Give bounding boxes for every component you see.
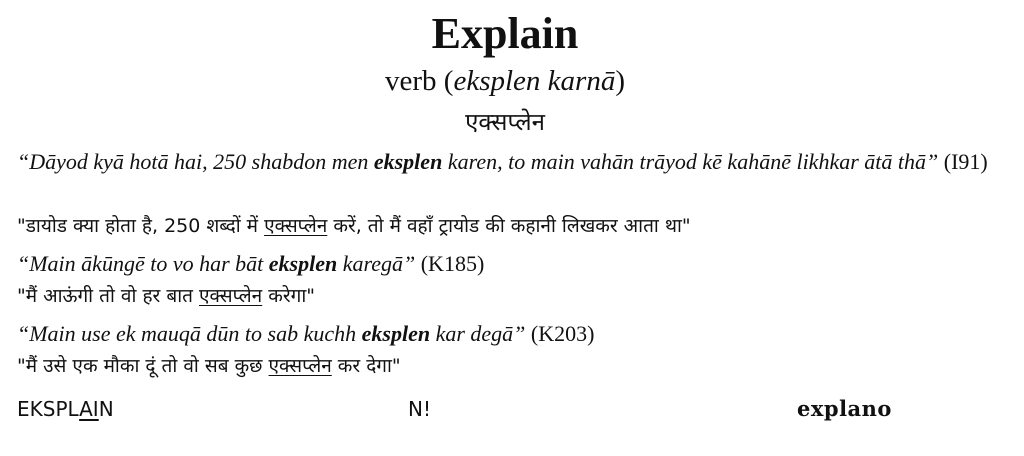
footer-variant-word: explano [797, 396, 892, 421]
example-hindi-text: "डायोड क्या होता है, 250 शब्दों में [17, 215, 265, 237]
example-hindi-text: करेगा" [262, 285, 315, 307]
pos-open-paren: ( [443, 65, 454, 97]
phonetic-stressed-part: AI [79, 397, 99, 421]
example-citation: (I91) [938, 149, 988, 174]
example-roman-text: “Main ākūngē to vo har bāt [17, 251, 269, 276]
example-citation: (K203) [525, 321, 595, 346]
example-3-roman [17, 322, 1007, 346]
example-keyword: eksplen [361, 321, 431, 346]
example-keyword: eksplen [373, 149, 443, 174]
hindi-headword: एक्सप्लेन [465, 108, 545, 136]
part-of-speech-line [0, 64, 1010, 98]
phonetic-part: N [98, 397, 114, 421]
example-1-roman [17, 150, 1007, 174]
transliteration: eksplen karnā [453, 65, 616, 97]
example-hindi-keyword: एक्सप्लेन [268, 355, 332, 377]
example-hindi-text: करें, तो मैं वहाँ ट्रायोड की कहानी लिखकर आता था" [327, 215, 691, 237]
part-of-speech: verb [385, 65, 437, 97]
example-2-roman [17, 252, 1007, 276]
pos-close-paren: ) [615, 65, 625, 97]
footer-marker: N! [408, 397, 431, 421]
example-roman-text: “Dāyod kyā hotā hai, 250 shabdon men [17, 149, 374, 174]
headword: Explain [431, 9, 579, 58]
example-keyword: eksplen [268, 251, 338, 276]
example-roman-text: “Main use ek mauqā dūn to sab kuchh [17, 321, 362, 346]
example-roman-text: kar degā” [430, 321, 526, 346]
example-roman-text: karegā” [337, 251, 416, 276]
example-3-hindi [17, 352, 1007, 380]
example-hindi-text: "मैं आऊंगी तो वो हर बात [17, 285, 199, 307]
example-2-hindi [17, 282, 1007, 310]
example-hindi-keyword: एक्सप्लेन [199, 285, 263, 307]
example-hindi-text: "मैं उसे एक मौका दूं तो वो सब कुछ [17, 355, 269, 377]
phonetic-part: EKSPL [17, 397, 80, 421]
example-roman-text: karen, to main vahān trāyod kē kahānē likhkar ātā thā” [442, 149, 939, 174]
example-citation: (K185) [415, 251, 485, 276]
footer-phonetic-spelling [17, 394, 114, 424]
example-1-hindi [17, 212, 1007, 240]
example-hindi-text: कर देगा" [331, 355, 401, 377]
example-hindi-keyword: एक्सप्लेन [264, 215, 328, 237]
